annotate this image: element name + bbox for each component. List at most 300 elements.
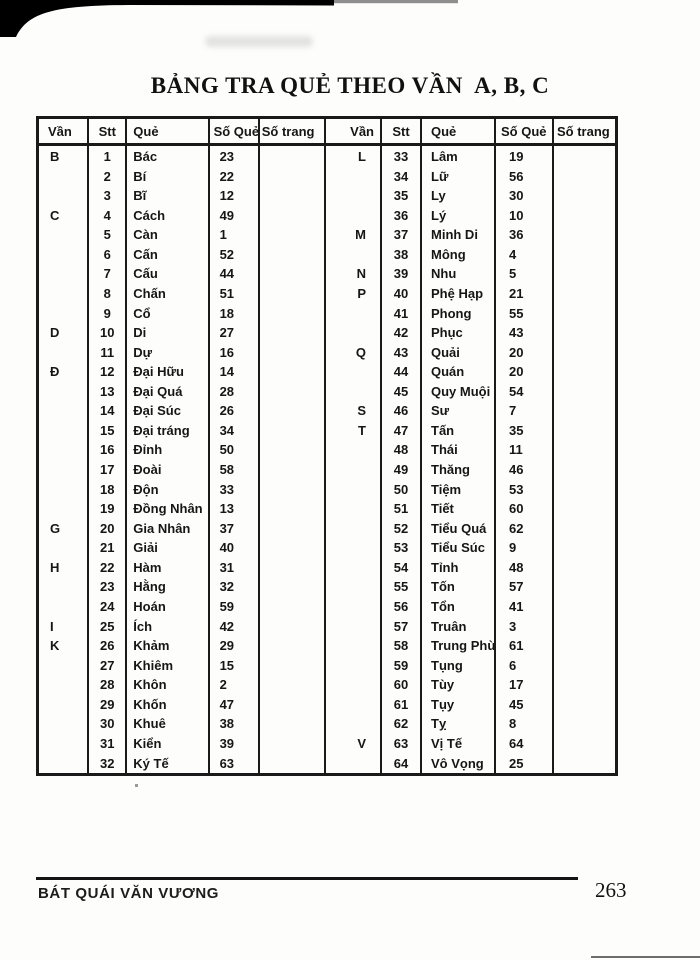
cell-so-trang (553, 303, 615, 323)
table-row (326, 479, 615, 499)
cell-so-que: 30 (495, 186, 553, 206)
table-row (39, 499, 325, 519)
table-row (326, 303, 615, 323)
cell-so-que: 45 (495, 695, 553, 715)
cell-so-que: 18 (209, 303, 259, 323)
cell-stt: 7 (88, 264, 126, 284)
cell-so-que: 35 (495, 421, 553, 441)
table-row (39, 440, 325, 460)
table-row (326, 714, 615, 734)
cell-so-que: 49 (209, 205, 259, 225)
column-header-stt: Stt (381, 119, 421, 145)
table-row (39, 655, 325, 675)
cell-so-trang (553, 518, 615, 538)
cell-van: P (357, 285, 366, 301)
cell-so-que: 47 (209, 695, 259, 715)
cell-que: Tiểu Quá (421, 518, 495, 538)
cell-stt: 37 (381, 225, 421, 245)
cell-que: Khôn (126, 675, 208, 695)
cell-so-que: 11 (495, 440, 553, 460)
cell-so-que: 6 (495, 655, 553, 675)
cell-van: V (357, 735, 366, 751)
cell-van (326, 655, 381, 675)
table-row (39, 734, 325, 754)
cell-que: Kiển (126, 734, 208, 754)
cell-que: Bác (126, 145, 208, 167)
cell-so-trang (259, 597, 325, 617)
cell-so-que: 36 (495, 225, 553, 245)
cell-so-trang (553, 186, 615, 206)
cell-que: Lý (421, 205, 495, 225)
cell-stt: 26 (88, 636, 126, 656)
cell-que: Đại Súc (126, 401, 208, 421)
cell-van (39, 440, 88, 460)
cell-so-que: 43 (495, 323, 553, 343)
cell-so-trang (259, 382, 325, 402)
table-row (39, 597, 325, 617)
cell-que: Đại Quá (126, 382, 208, 402)
cell-so-trang (259, 186, 325, 206)
cell-so-que: 10 (495, 205, 553, 225)
cell-que: Tiết (421, 499, 495, 519)
scan-edge-line (591, 956, 700, 958)
table-row (39, 342, 325, 362)
table-row (39, 421, 325, 441)
cell-so-trang (259, 753, 325, 773)
cell-stt: 58 (381, 636, 421, 656)
table-row (326, 518, 615, 538)
cell-stt: 1 (88, 145, 126, 167)
cell-van: Q (355, 344, 366, 360)
cell-que: Minh Di (421, 225, 495, 245)
cell-stt: 10 (88, 323, 126, 343)
cell-que: Tấn (421, 421, 495, 441)
cell-stt: 6 (88, 245, 126, 265)
cell-stt: 2 (88, 166, 126, 186)
cell-que: Vị Tế (421, 734, 495, 754)
cell-van (326, 499, 381, 519)
cell-van (39, 303, 88, 323)
cell-van (326, 538, 381, 558)
cell-stt: 62 (381, 714, 421, 734)
cell-que: Quải (421, 342, 495, 362)
cell-so-que: 12 (209, 186, 259, 206)
page-title: BẢNG TRA QUẺ THEO VẦN A, B, C (150, 73, 550, 98)
cell-stt: 8 (88, 284, 126, 304)
cell-so-que: 20 (495, 342, 553, 362)
table-row (326, 577, 615, 597)
cell-so-que: 3 (495, 616, 553, 636)
cell-stt: 31 (88, 734, 126, 754)
cell-so-trang (553, 382, 615, 402)
lookup-table-right-half (326, 119, 615, 773)
cell-que: Gia Nhân (126, 518, 208, 538)
cell-stt: 43 (381, 342, 421, 362)
cell-stt: 45 (381, 382, 421, 402)
cell-van: Đ (50, 364, 60, 380)
cell-so-trang (259, 734, 325, 754)
cell-so-trang (553, 597, 615, 617)
column-header-que: Quẻ (126, 119, 208, 145)
cell-que: Đại Hữu (126, 362, 208, 382)
cell-que: Tỉnh (421, 558, 495, 578)
cell-so-trang (259, 205, 325, 225)
cell-que: Hàm (126, 558, 208, 578)
table-row (39, 460, 325, 480)
cell-stt: 14 (88, 401, 126, 421)
cell-van: T (358, 422, 366, 438)
cell-so-que: 1 (209, 225, 259, 245)
cell-van: B (50, 148, 60, 164)
cell-stt: 3 (88, 186, 126, 206)
cell-so-trang (553, 558, 615, 578)
cell-que: Khốn (126, 695, 208, 715)
cell-so-trang (553, 284, 615, 304)
cell-stt: 42 (381, 323, 421, 343)
cell-so-que: 33 (209, 479, 259, 499)
cell-van (326, 616, 381, 636)
cell-so-que: 31 (209, 558, 259, 578)
cell-stt: 47 (381, 421, 421, 441)
cell-van (39, 264, 88, 284)
cell-stt: 32 (88, 753, 126, 773)
table-row (326, 499, 615, 519)
cell-van (39, 479, 88, 499)
cell-van (326, 753, 381, 773)
cell-van (39, 734, 88, 754)
cell-stt: 5 (88, 225, 126, 245)
cell-so-trang (259, 145, 325, 167)
cell-stt: 41 (381, 303, 421, 323)
cell-stt: 15 (88, 421, 126, 441)
cell-stt: 22 (88, 558, 126, 578)
table-row (326, 675, 615, 695)
cell-so-trang (259, 362, 325, 382)
cell-stt: 20 (88, 518, 126, 538)
cell-so-trang (553, 714, 615, 734)
cell-so-trang (259, 538, 325, 558)
cell-so-que: 32 (209, 577, 259, 597)
cell-so-trang (259, 714, 325, 734)
cell-stt: 55 (381, 577, 421, 597)
cell-so-que: 9 (495, 538, 553, 558)
cell-que: Khiêm (126, 655, 208, 675)
cell-so-trang (259, 264, 325, 284)
column-header-van: Vần (39, 119, 88, 145)
cell-van (39, 225, 88, 245)
cell-so-que: 55 (495, 303, 553, 323)
table-row (326, 597, 615, 617)
lookup-table-left-half (39, 119, 326, 773)
table-row (39, 577, 325, 597)
cell-van: L (358, 148, 366, 164)
table-row (39, 714, 325, 734)
cell-stt: 28 (88, 675, 126, 695)
column-header-so-trang: Số trang (553, 119, 615, 145)
table-row (39, 753, 325, 773)
table-row (326, 655, 615, 675)
cell-so-trang (553, 616, 615, 636)
cell-van (39, 382, 88, 402)
cell-so-que: 16 (209, 342, 259, 362)
cell-stt: 56 (381, 597, 421, 617)
cell-so-que: 52 (209, 245, 259, 265)
cell-que: Lâm (421, 145, 495, 167)
cell-que: Đồng Nhân (126, 499, 208, 519)
scan-smudge (205, 36, 313, 47)
cell-van (326, 460, 381, 480)
cell-so-que: 34 (209, 421, 259, 441)
cell-van (326, 166, 381, 186)
cell-so-trang (259, 440, 325, 460)
cell-van: H (50, 559, 60, 575)
table-row (39, 401, 325, 421)
cell-van (39, 597, 88, 617)
cell-so-trang (553, 362, 615, 382)
cell-van (326, 186, 381, 206)
cell-que: Tiệm (421, 479, 495, 499)
cell-stt: 11 (88, 342, 126, 362)
cell-so-trang (259, 577, 325, 597)
cell-so-que: 4 (495, 245, 553, 265)
cell-stt: 48 (381, 440, 421, 460)
cell-que: Hằng (126, 577, 208, 597)
cell-so-trang (259, 342, 325, 362)
column-header-so-que: Số Quẻ (209, 119, 259, 145)
table-row (326, 558, 615, 578)
cell-so-que: 13 (209, 499, 259, 519)
table-row (326, 734, 615, 754)
cell-que: Càn (126, 225, 208, 245)
cell-so-trang (259, 284, 325, 304)
cell-stt: 54 (381, 558, 421, 578)
table-row (39, 225, 325, 245)
cell-van: D (50, 325, 60, 341)
cell-van (39, 245, 88, 265)
table-row (326, 264, 615, 284)
cell-so-que: 54 (495, 382, 553, 402)
cell-que: Ích (126, 616, 208, 636)
cell-stt: 12 (88, 362, 126, 382)
header-row (39, 119, 325, 145)
cell-stt: 63 (381, 734, 421, 754)
table-row (326, 460, 615, 480)
cell-so-trang (553, 323, 615, 343)
table-row (326, 284, 615, 304)
column-header-so-trang: Số trang (259, 119, 325, 145)
cell-so-que: 39 (209, 734, 259, 754)
cell-so-que: 57 (495, 577, 553, 597)
cell-que: Cách (126, 205, 208, 225)
cell-so-que: 17 (495, 675, 553, 695)
header-row (326, 119, 615, 145)
cell-van (326, 558, 381, 578)
cell-stt: 40 (381, 284, 421, 304)
cell-so-que: 23 (209, 145, 259, 167)
cell-so-que: 62 (495, 518, 553, 538)
cell-so-trang (259, 479, 325, 499)
table-row (326, 323, 615, 343)
cell-que: Trung Phù (421, 636, 495, 656)
cell-so-que: 46 (495, 460, 553, 480)
cell-que: Phệ Hạp (421, 284, 495, 304)
cell-que: Phong (421, 303, 495, 323)
hexagram-lookup-table (36, 116, 618, 776)
table-row (326, 382, 615, 402)
table-row (39, 186, 325, 206)
cell-van (39, 655, 88, 675)
cell-que: Sư (421, 401, 495, 421)
cell-so-que: 29 (209, 636, 259, 656)
table-row (39, 323, 325, 343)
cell-que: Di (126, 323, 208, 343)
cell-so-trang (553, 695, 615, 715)
cell-so-trang (259, 616, 325, 636)
cell-so-trang (259, 225, 325, 245)
column-header-que: Quẻ (421, 119, 495, 145)
cell-van: G (50, 520, 61, 536)
cell-van: M (355, 227, 366, 243)
cell-stt: 9 (88, 303, 126, 323)
cell-que: Thăng (421, 460, 495, 480)
cell-que: Hoán (126, 597, 208, 617)
cell-que: Dự (126, 342, 208, 362)
cell-stt: 53 (381, 538, 421, 558)
cell-so-que: 2 (209, 675, 259, 695)
cell-van (39, 714, 88, 734)
cell-que: Tùy (421, 675, 495, 695)
cell-so-que: 14 (209, 362, 259, 382)
table-row (39, 205, 325, 225)
cell-que: Tụng (421, 655, 495, 675)
cell-so-trang (553, 577, 615, 597)
page-number: 263 (595, 878, 627, 902)
cell-van (39, 499, 88, 519)
cell-stt: 23 (88, 577, 126, 597)
cell-stt: 4 (88, 205, 126, 225)
cell-stt: 39 (381, 264, 421, 284)
cell-van (326, 675, 381, 695)
cell-so-trang (553, 538, 615, 558)
cell-van: K (50, 638, 60, 654)
cell-so-trang (553, 753, 615, 773)
cell-stt: 18 (88, 479, 126, 499)
table-row (39, 538, 325, 558)
table-row (326, 342, 615, 362)
cell-so-que: 28 (209, 382, 259, 402)
cell-van (326, 597, 381, 617)
cell-stt: 61 (381, 695, 421, 715)
table-row (39, 166, 325, 186)
cell-so-que: 50 (209, 440, 259, 460)
footer-rule (36, 877, 578, 880)
cell-que: Khuê (126, 714, 208, 734)
cell-so-trang (259, 303, 325, 323)
cell-so-trang (553, 225, 615, 245)
cell-van (39, 577, 88, 597)
table-row (326, 421, 615, 441)
cell-stt: 52 (381, 518, 421, 538)
table-row (39, 245, 325, 265)
table-row (39, 636, 325, 656)
cell-so-que: 44 (209, 264, 259, 284)
cell-van (326, 303, 381, 323)
table-row (39, 284, 325, 304)
cell-que: Cổ (126, 303, 208, 323)
cell-so-trang (553, 655, 615, 675)
cell-stt: 51 (381, 499, 421, 519)
table-row (39, 695, 325, 715)
cell-stt: 13 (88, 382, 126, 402)
cell-stt: 35 (381, 186, 421, 206)
cell-stt: 19 (88, 499, 126, 519)
cell-so-que: 26 (209, 401, 259, 421)
table-row (326, 245, 615, 265)
cell-van (39, 538, 88, 558)
table-row (39, 264, 325, 284)
table-row (39, 303, 325, 323)
cell-so-que: 15 (209, 655, 259, 675)
cell-so-trang (259, 558, 325, 578)
cell-que: Tụy (421, 695, 495, 715)
cell-van (39, 460, 88, 480)
cell-van (326, 245, 381, 265)
cell-que: Tỵ (421, 714, 495, 734)
cell-van (326, 577, 381, 597)
cell-van (326, 714, 381, 734)
scan-speck (135, 784, 138, 787)
cell-stt: 33 (381, 145, 421, 167)
table-row (39, 518, 325, 538)
cell-que: Đỉnh (126, 440, 208, 460)
table-row (326, 145, 615, 167)
cell-van (326, 518, 381, 538)
table-row (326, 753, 615, 773)
cell-van (326, 440, 381, 460)
table-row (39, 558, 325, 578)
cell-van (326, 479, 381, 499)
cell-so-trang (553, 145, 615, 167)
cell-so-que: 21 (495, 284, 553, 304)
cell-so-que: 59 (209, 597, 259, 617)
cell-van: N (356, 266, 366, 282)
cell-que: Quán (421, 362, 495, 382)
column-header-stt: Stt (88, 119, 126, 145)
table-row (39, 145, 325, 167)
cell-que: Truân (421, 616, 495, 636)
cell-so-que: 19 (495, 145, 553, 167)
cell-que: Tốn (421, 577, 495, 597)
cell-van (39, 695, 88, 715)
cell-que: Chấn (126, 284, 208, 304)
cell-stt: 30 (88, 714, 126, 734)
cell-so-que: 20 (495, 362, 553, 382)
cell-que: Cấu (126, 264, 208, 284)
cell-que: Thái (421, 440, 495, 460)
cell-so-que: 5 (495, 264, 553, 284)
cell-que: Đoài (126, 460, 208, 480)
cell-so-trang (553, 342, 615, 362)
cell-so-que: 56 (495, 166, 553, 186)
table-row (326, 538, 615, 558)
table-row (326, 616, 615, 636)
cell-so-que: 64 (495, 734, 553, 754)
cell-que: Phục (421, 323, 495, 343)
cell-stt: 46 (381, 401, 421, 421)
table-row (39, 479, 325, 499)
cell-que: Tổn (421, 597, 495, 617)
cell-so-trang (259, 636, 325, 656)
